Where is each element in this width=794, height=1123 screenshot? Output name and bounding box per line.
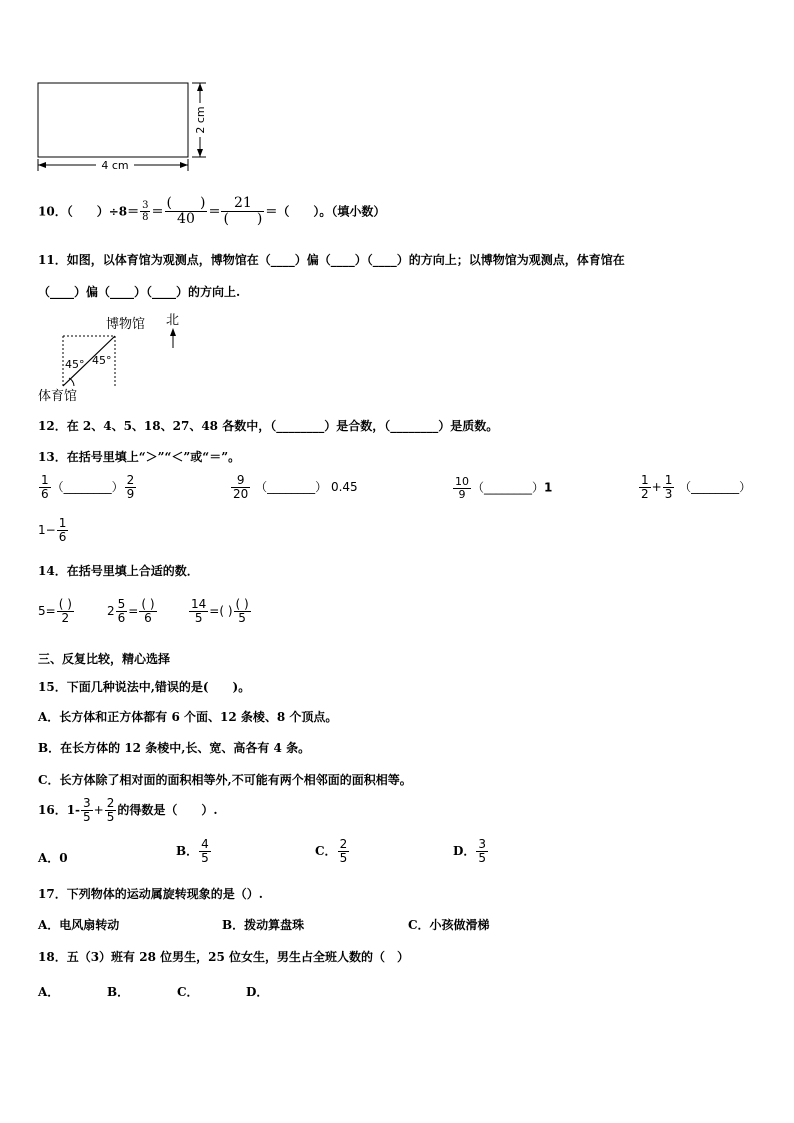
q16-stem-prefix: 16．1- [38,803,81,818]
q13-item-a [38,474,137,501]
q13a-right-numerator: 2 [126,473,135,487]
q17-option-b[interactable]: B．拨动算盘珠 [222,918,305,932]
q13-item-d [638,474,751,501]
q16-option-b-numerator: 4 [201,837,209,851]
q14a-denominator: 2 [61,611,70,626]
q16-stem-suffix: 的得数是（ ）. [117,803,218,818]
q14-item-b [107,598,158,625]
q13-title: 13．在括号里填上“＞”“＜”或“＝”。 [38,450,241,464]
north-label: 北 [166,313,180,328]
q13b-blank[interactable]: （________） [255,480,328,495]
q10-fraction3-denominator[interactable]: ( ) [223,211,263,228]
q13d-plus: + [651,480,662,495]
q13e-prefix: 1− [38,523,56,538]
q10-equals2: ＝ [208,204,221,219]
q10-suffix: ＝（ ）。（填小数） [265,204,386,219]
q13a-denominator: 6 [41,487,49,502]
q14c-right-denominator: 5 [238,611,246,626]
q13c-right: 1 [544,480,553,495]
angle-label-museum: 45° [92,354,112,367]
q13c-denominator: 9 [458,488,466,502]
q15-stem: 15．下面几种说法中,错误的是( )。 [38,680,251,694]
q16-option-b-label: B． [176,844,199,859]
q14b-right-denominator: 6 [144,611,152,626]
q16-option-d-denominator: 5 [478,851,487,866]
q14-item-a [38,598,75,625]
q16-stem [38,797,218,824]
q13-item-e [38,517,69,544]
q13c-numerator: 10 [455,475,469,488]
q10-fraction2-numerator[interactable]: ( ) [166,195,206,211]
q14b-equals: = [128,604,139,619]
q18-option-a[interactable]: A． [38,985,60,999]
q11-line2: （____）偏（____）（____）的方向上. [38,285,241,299]
q16-fraction1-denominator: 5 [83,810,91,825]
q13d-denominator2: 3 [664,487,673,502]
q16-option-c-label: C． [315,844,337,859]
q13b-numerator: 9 [231,474,250,488]
q13d-denominator1: 2 [641,487,649,502]
q15-option-c[interactable]: C．长方体除了相对面的面积相等外,不可能有两个相邻面的面积相等。 [38,773,412,787]
q13b-right: 0.45 [330,480,358,495]
q14b-denominator: 6 [117,611,126,626]
q13d-numerator2: 1 [664,473,673,487]
q16-option-b[interactable] [176,838,212,865]
q10-prefix: 10．（ ）÷8＝ [38,204,140,219]
height-label: 2 cm [194,106,207,134]
q16-option-d[interactable] [453,838,489,865]
q15-option-a[interactable]: A．长方体和正方体都有 6 个面、12 条棱、8 个顶点。 [38,710,338,724]
q13d-numerator1: 1 [641,473,649,487]
q17-option-a[interactable]: A．电风扇转动 [38,918,120,932]
question-10 [38,196,385,228]
q11-line1: 11．如图，以体育馆为观测点，博物馆在（____）偏（____）（____）的方向上；以博物馆为观测点，体育馆在 [38,253,625,267]
q17-option-c[interactable]: C．小孩做滑梯 [408,918,490,932]
north-arrow-icon [170,328,176,336]
angle-label-gym: 45° [65,358,85,371]
question-12: 12．在 2、4、5、18、27、48 各数中，（________）是合数，（________）是质数。 [38,419,499,433]
q17-stem: 17．下列物体的运动属旋转现象的是（）. [38,887,263,901]
museum-label: 博物馆 [106,317,146,332]
direction-figure [36,308,196,404]
q13b-denominator: 20 [233,487,249,502]
q13d-blank[interactable]: （________） [679,480,752,495]
q16-option-d-numerator: 3 [478,837,487,851]
q14c-whole-blank[interactable]: ( ) [219,604,233,619]
q18-option-c[interactable]: C． [177,985,199,999]
q14b-numerator: 5 [117,597,126,611]
q13e-numerator: 1 [58,516,67,530]
width-label: 4 cm [101,159,129,172]
q14a-left: 5= [38,604,56,619]
q10-equals: ＝ [151,204,164,219]
q13-item-b [230,474,358,501]
q13a-blank[interactable]: （________） [51,480,124,495]
q10-fraction1-denominator: 8 [142,212,149,224]
section-3-heading: 三、反复比较，精心选择 [38,652,171,666]
q13e-denominator: 6 [58,530,67,545]
q16-fraction2-denominator: 5 [106,810,115,825]
q16-option-c-numerator: 2 [339,837,348,851]
q18-stem: 18．五（3）班有 28 位男生，25 位女生，男生占全班人数的（ ） [38,950,409,964]
q14b-whole: 2 [107,604,115,619]
q16-option-a[interactable]: A．0 [38,851,68,865]
q10-fraction1-numerator: 3 [142,200,149,212]
q16-option-c-denominator: 5 [339,851,348,866]
q16-fraction2-numerator: 2 [106,796,115,810]
q13a-numerator: 1 [41,473,49,487]
q16-option-d-label: D． [453,844,476,859]
q13c-blank[interactable]: （________） [472,480,545,495]
q10-fraction2-denominator: 40 [177,211,195,228]
q16-option-b-denominator: 5 [201,851,209,866]
q13-item-c [452,476,552,501]
q14c-numerator: 14 [191,597,207,611]
q14-item-c [188,598,252,625]
q16-option-c[interactable] [315,838,350,865]
q15-option-b[interactable]: B．在长方体的 12 条棱中,长、宽、高各有 4 条。 [38,741,311,755]
gym-label: 体育馆 [38,389,78,404]
q16-plus: + [93,803,104,818]
rectangle-figure [30,78,220,178]
q14c-denominator: 5 [194,611,203,626]
q16-fraction1-numerator: 3 [83,796,91,810]
q13a-right-denominator: 9 [126,487,135,502]
q14c-numerator-blank[interactable]: ( ) [235,597,249,611]
q14-title: 14．在括号里填上合适的数． [38,564,199,578]
rectangle [38,83,188,157]
q18-option-b[interactable]: B． [107,985,130,999]
q18-option-d[interactable]: D． [246,985,269,999]
q14b-numerator-blank[interactable]: ( ) [141,597,155,611]
q10-fraction3-numerator: 21 [221,196,264,212]
q14a-numerator-blank[interactable]: ( ) [58,597,72,611]
q14c-equals: = [209,604,220,619]
